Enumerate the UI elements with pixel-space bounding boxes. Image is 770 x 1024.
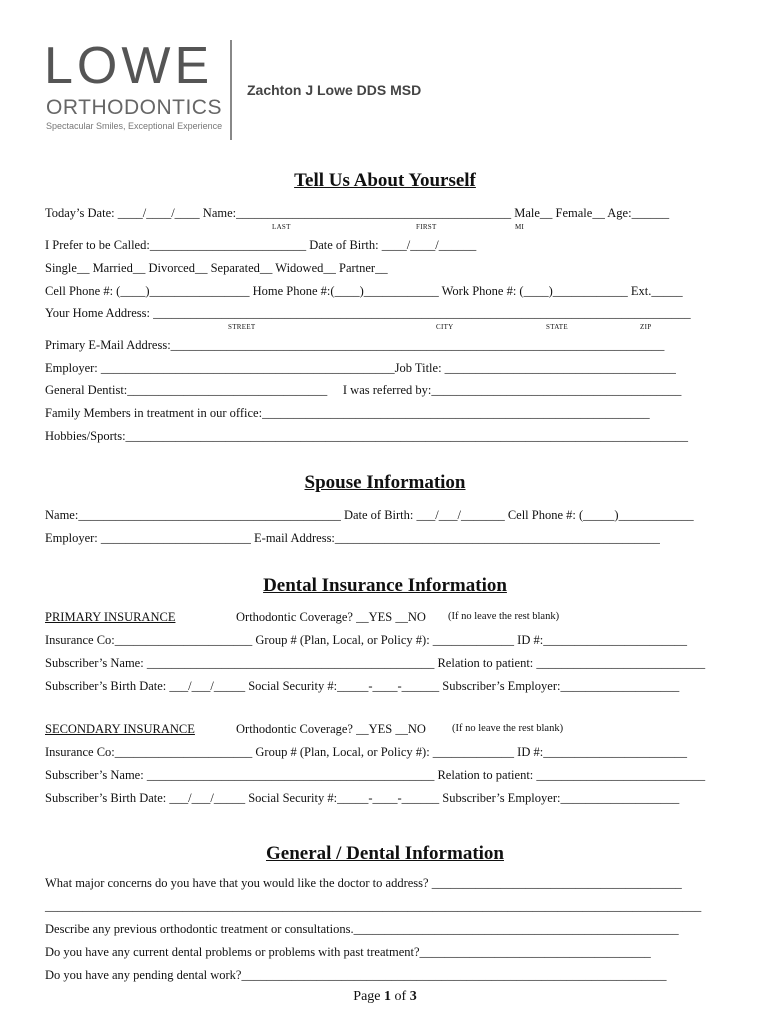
form-line-concerns[interactable]: What major concerns do you have that you would like the doctor to address? ________________________________________ (45, 876, 682, 890)
form-line-concerns-continued[interactable]: _________________________________________________________________________________________________________ (45, 899, 702, 913)
primary-insurance-label: PRIMARY INSURANCE (45, 610, 176, 624)
page-prefix: Page (353, 989, 385, 1004)
form-line-marital[interactable]: Single__ Married__ Divorced__ Separated__ Widowed__ Partner__ (45, 261, 388, 275)
logo-tagline: Spectacular Smiles, Exceptional Experience (46, 121, 223, 131)
form-line-current-problems[interactable]: Do you have any current dental problems or problems with past treatment?_____________________________________ (45, 945, 651, 959)
form-line-spouse-name[interactable]: Name:__________________________________________ Date of Birth: ___/___/_______ Cell Phone #: (_____)____________ (45, 508, 694, 522)
primary-coverage[interactable]: Orthodontic Coverage? __YES __NO (236, 610, 426, 624)
section-title-about: Tell Us About Yourself (294, 170, 476, 191)
form-line-employer[interactable]: Employer: _______________________________________________Job Title: _____________________________________ (45, 361, 676, 375)
form-line-primary-insurance-co[interactable]: Insurance Co:______________________ Group # (Plan, Local, or Policy #): _____________ ID #:_______________________ (45, 633, 687, 647)
secondary-coverage[interactable]: Orthodontic Coverage? __YES __NO (236, 722, 426, 736)
form-line-secondary-insurance-co[interactable]: Insurance Co:______________________ Group # (Plan, Local, or Policy #): _____________ ID #:_______________________ (45, 745, 687, 759)
form-line-address[interactable]: Your Home Address: ______________________________________________________________________________________ (45, 306, 691, 320)
form-line-phones[interactable]: Cell Phone #: (____)________________ Home Phone #:(____)____________ Work Phone #: (____)____________ Ext._____ (45, 284, 683, 298)
sublabel-zip: ZIP (640, 323, 652, 331)
form-line-preferred-dob[interactable]: I Prefer to be Called:_________________________ Date of Birth: ____/____/______ (45, 238, 477, 252)
sublabel-city: CITY (436, 323, 454, 331)
secondary-insurance-label: SECONDARY INSURANCE (45, 722, 195, 736)
form-line-secondary-subscriber-birth[interactable]: Subscriber’s Birth Date: ___/___/_____ Social Security #:_____-____-______ Subscriber’s Employer:___________________ (45, 791, 680, 805)
page-total: 3 (409, 989, 417, 1004)
form-line-secondary-subscriber[interactable]: Subscriber’s Name: ______________________________________________ Relation to patient: ___________________________ (45, 768, 706, 782)
form-line-dentist-referral[interactable]: General Dentist:________________________________ I was referred by:________________________________________ (45, 383, 682, 397)
form-line-previous-treatment[interactable]: Describe any previous orthodontic treatment or consultations.____________________________________________________ (45, 922, 679, 936)
page-current: 1 (384, 989, 392, 1004)
form-line-hobbies[interactable]: Hobbies/Sports:__________________________________________________________________________________________ (45, 429, 689, 443)
page-of: of (391, 989, 410, 1004)
logo-divider (230, 40, 232, 140)
sublabel-state: STATE (546, 323, 568, 331)
form-line-family[interactable]: Family Members in treatment in our office:______________________________________________________________ (45, 406, 650, 420)
form-line-primary-subscriber-birth[interactable]: Subscriber’s Birth Date: ___/___/_____ Social Security #:_____-____-______ Subscriber’s Employer:___________________ (45, 679, 680, 693)
logo-subtitle: ORTHODONTICS (46, 96, 222, 119)
sublabel-street: STREET (228, 323, 256, 331)
form-line-pending-work[interactable]: Do you have any pending dental work?____________________________________________________________________ (45, 968, 667, 982)
sublabel-first: FIRST (416, 223, 437, 231)
primary-coverage-note: (If no leave the rest blank) (448, 611, 560, 622)
sublabel-last: LAST (272, 223, 291, 231)
secondary-coverage-note: (If no leave the rest blank) (452, 723, 564, 734)
section-title-spouse: Spouse Information (304, 472, 466, 493)
sublabel-mi: MI (515, 223, 525, 231)
doctor-name: Zachton J Lowe DDS MSD (247, 82, 422, 98)
form-line-primary-subscriber[interactable]: Subscriber’s Name: ______________________________________________ Relation to patient: ___________________________ (45, 656, 706, 670)
section-title-general-dental: General / Dental Information (265, 843, 504, 864)
page-number (0, 989, 770, 1005)
form-line-date-name[interactable]: Today’s Date: ____/____/____ Name:____________________________________________ Male__ Female__ Age:______ (45, 206, 670, 220)
form-line-spouse-employer[interactable]: Employer: ________________________ E-mail Address:____________________________________________________ (45, 531, 660, 545)
logo-brand: LOWE (44, 37, 214, 95)
section-title-insurance: Dental Insurance Information (263, 575, 507, 596)
form-line-email[interactable]: Primary E-Mail Address:_______________________________________________________________________________ (45, 338, 665, 352)
